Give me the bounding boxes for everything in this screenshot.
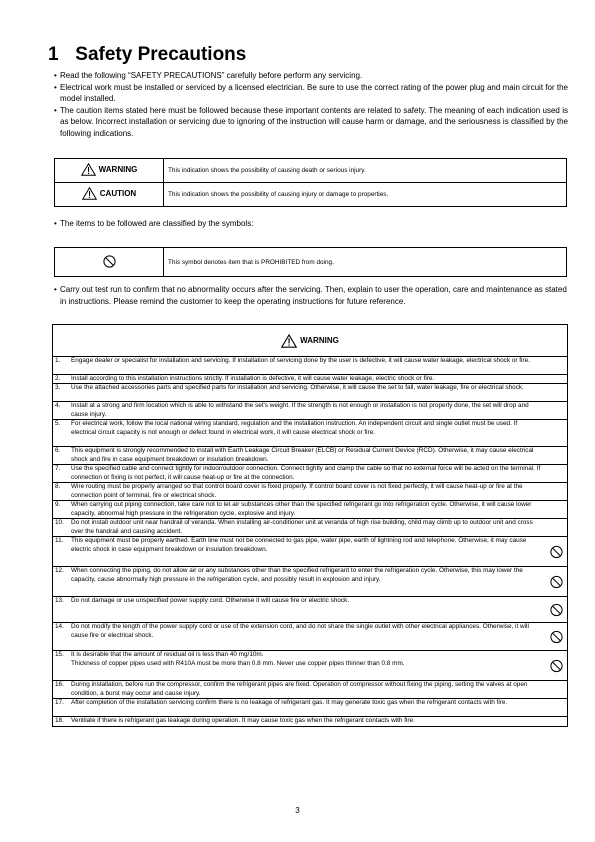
warning-item-number: 1. (55, 357, 61, 364)
warning-item-text: When connecting the piping, do not allow air or any substances other than the specified refrigerant to enter the refrigeration cycle. Otherwise, this may lower the capacity, cause abnormally high pressure in the refrigeration cycle, and possibly result in explosion and injury. (71, 567, 523, 583)
prohibited-icon (550, 630, 563, 643)
warning-item (53, 622, 567, 650)
warning-item-number: 11. (55, 537, 64, 544)
warning-item-text: For electrical work, follow the local national wiring standard, regulation and the installation instruction. An independent circuit and single outlet must be used. If electrical circuit capacity is not enough or defect found in electrical work, it will cause electrical shock or fire. (71, 420, 518, 436)
intro-bullet: • Electrical work must be installed or serviced by a licensed electrician. Be sure to use the correct rating of the power plug and main circuit for the model installed. (54, 82, 568, 105)
warning-item-number: 9. (55, 501, 61, 508)
warning-triangle-icon (281, 334, 297, 348)
warning-item-text: Ventilate if there is refrigerant gas leakage during operation. It may cause toxic gas when the refrigerant contacts with fire. (71, 717, 415, 724)
section-heading (48, 44, 246, 66)
test-run-bullet: • Carry out test run to confirm that no abnormality occurs after the servicing. Then, explain to user the operation, care and maintenance as stated in instructions. Please remind the customer to keep the operating instructions for future reference. (54, 284, 568, 307)
warning-triangle-icon (81, 163, 96, 176)
warning-item-number: 5. (55, 420, 61, 427)
symbols-intro-text: The items to be followed are classified by the symbols: (60, 219, 254, 228)
warning-item (53, 698, 567, 716)
warning-triangle-icon (82, 187, 97, 200)
signal-label: WARNING (98, 165, 138, 174)
warning-item (53, 419, 567, 446)
warning-item-text: Engage dealer or specialist for installation and servicing. If installation of servicing done by the user is defective, it will cause water leakage, electrical shock or fire. (71, 357, 530, 364)
warning-item-number: 7. (55, 465, 61, 472)
symbol-table (54, 247, 567, 277)
warning-item-text: It is desirable that the amount of residual oil is less than 40 mg/10m. Thickness of copper pipes used with R410A must be more than 0.8 mm. Never use copper pipes thinner than 0.8 mm. (71, 651, 405, 667)
warning-item (53, 716, 567, 726)
warning-item (53, 650, 567, 680)
warning-item-number: 16. (55, 681, 64, 688)
warning-item (53, 482, 567, 500)
signal-description: This indication shows the possibility of causing death or serious injury. (164, 159, 567, 183)
signal-row-warning (55, 159, 567, 183)
warning-table (52, 324, 568, 727)
intro-bullet: • Read the following “SAFETY PRECAUTIONS” carefully before perform any servicing. (54, 70, 568, 82)
warning-item (53, 356, 567, 374)
warning-item-number: 14. (55, 623, 64, 630)
warning-item-text: Do not install outdoor unit near handrail of veranda. When installing air-conditioner unit at veranda of high rise building, child may climb up to outdoor unit and cross over the handrail and causing accident. (71, 519, 533, 535)
warning-item (53, 383, 567, 401)
prohibited-icon (550, 659, 563, 672)
warning-item (53, 401, 567, 419)
warning-item-text: Do not damage or use unspecified power supply cord. Otherwise it will cause fire or electric shock. (71, 597, 350, 604)
warning-item-number: 3. (55, 384, 61, 391)
warning-item (53, 500, 567, 518)
warning-item-number: 15. (55, 651, 64, 658)
prohibited-icon (550, 603, 563, 616)
warning-item (53, 464, 567, 482)
symbols-intro-bullet: • The items to be followed are classified by the symbols: (54, 219, 254, 228)
warning-item-number: 8. (55, 483, 61, 490)
warning-item-number: 13. (55, 597, 64, 604)
warning-item (53, 518, 567, 536)
signal-word-table (54, 158, 567, 207)
warning-item-number: 2. (55, 375, 61, 382)
warning-item-number: 10. (55, 519, 64, 526)
warning-item-text: Wire routing must be properly arranged so that control board cover is fixed properly. If control board cover is not fixed perfectly, it will cause heat-up or fire at the connection point of terminal, fire or electrical shock. (71, 483, 523, 499)
warning-item-number: 18. (55, 717, 64, 724)
page-number: 3 (295, 806, 300, 815)
signal-label: CAUTION (99, 189, 137, 198)
warning-item-text: Use the specified cable and connect tightly for indoor/outdoor connection. Connect tightly and clamp the cable so that no external force will be acted on the terminal. If connection or fixing is not perfect, it will cause heat-up or fire at the connection. (71, 465, 541, 481)
section-title: Safety Precautions (75, 44, 247, 65)
intro-bullet-list (54, 70, 568, 140)
warning-table-header (53, 325, 567, 356)
warning-item (53, 680, 567, 698)
warning-item-number: 6. (55, 447, 61, 454)
warning-item-text: This equipment must be properly earthed. Earth line must not be connected to gas pipe, water pipe, earth of lightning rod and telephone. Otherwise, it may cause electric shock in case equipment breakdown or insulation breakdown. (71, 537, 527, 553)
prohibited-icon (550, 575, 563, 588)
symbol-description: This symbol denotes item that is PROHIBITED from doing. (164, 248, 567, 277)
warning-item-text: During installation, before run the compressor, confirm the refrigerant pipes are fixed. Operation of compressor without fixing the piping, setting the valves at open condition, a burst may occur and cause injury. (71, 681, 528, 697)
warning-item-number: 12. (55, 567, 64, 574)
signal-row-caution (55, 183, 567, 207)
warning-item-text: Do not modify the length of the power supply cord or use of the extension cord, and do not share the single outlet with other electrical appliances. Otherwise, it will cause fire or electrical shock. (71, 623, 529, 639)
intro-bullet: • The caution items stated here must be followed because these important contents are related to safety. The meaning of each indication used is as below. Incorrect installation or servicing due to ignoring of the instruction will cause harm or damage, and the seriousness is classified by the following indications. (54, 105, 568, 140)
warning-item-text: Use the attached accessories parts and specified parts for installation and servicing. Otherwise, it will cause the set to fall, water leakage, fire or electrical shock. (71, 384, 524, 391)
signal-description: This indication shows the possibility of causing injury or damage to properties. (164, 183, 567, 207)
warning-table-title: WARNING (300, 336, 339, 345)
warning-item-text: This equipment is strongly recommended to install with Earth Leakage Circuit Breaker (ELCB) or Residual Current Device (RCD). Otherwise, it may cause electrical shock and fire in case equipment breakdown or insulation breakdown. (71, 447, 534, 463)
warning-item (53, 446, 567, 464)
warning-item (53, 374, 567, 383)
prohibited-icon (550, 545, 563, 558)
section-number: 1 (48, 44, 59, 65)
warning-item-list (53, 356, 567, 726)
symbol-row-prohibited (55, 248, 567, 277)
warning-item-text: After completion of the installation servicing confirm there is no leakage of refrigerant gas. It may generate toxic gas when the refrigerant contacts with fire. (71, 699, 508, 706)
warning-item (53, 566, 567, 596)
warning-item-number: 4. (55, 402, 61, 409)
prohibited-icon (103, 255, 116, 268)
warning-item-number: 17. (55, 699, 64, 706)
warning-item (53, 596, 567, 622)
warning-item (53, 536, 567, 566)
warning-item-text: When carrying out piping connection, take care not to let air substances other than the specified refrigerant go into refrigeration cycle. Otherwise, it will cause lower capacity, abnormal high pressure in the refrigeration cycle, explosive and injury. (71, 501, 532, 517)
warning-item-text: Install at a strong and firm location which is able to withstand the set's weight. If the strength is not enough or installation is not properly done, the set will drop and cause injury. (71, 402, 529, 418)
warning-item-text: Install according to this installation instructions strictly. If installation is defective, it will cause water leakage, electric shock or fire. (71, 375, 435, 382)
